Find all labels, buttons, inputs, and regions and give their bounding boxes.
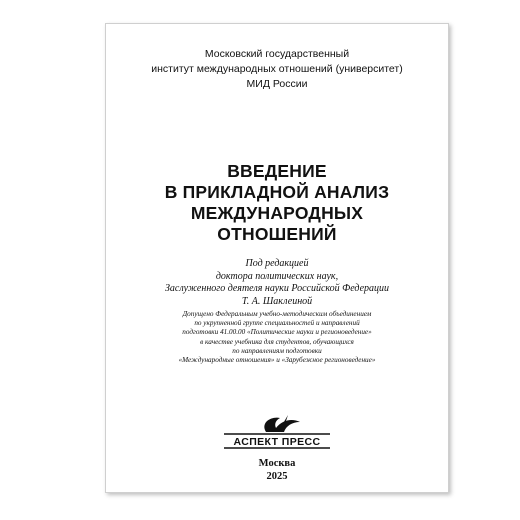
imprint-block — [106, 457, 448, 483]
publisher-logo — [106, 412, 448, 452]
approval-line: подготовки 41.00.00 «Политические науки и регионоведение» — [182, 328, 372, 337]
institution-block — [106, 47, 448, 92]
approval-line: в качестве учебника для студентов, обучающихся — [200, 337, 354, 346]
editor-block — [106, 258, 448, 308]
title-line: ОТНОШЕНИЙ — [217, 224, 337, 244]
approval-line: Допущено Федеральным учебно-методическим объединением — [182, 310, 372, 318]
approval-notice — [106, 310, 448, 365]
editor-line: Под редакцией — [245, 258, 309, 269]
publisher-name: АСПЕКТ ПРЕСС — [233, 436, 321, 448]
title-page — [105, 23, 449, 493]
institution-line: Московский государственный — [204, 48, 350, 60]
editor-line: Заслуженного деятеля науки Российской Федерации — [164, 283, 390, 294]
book-title — [106, 161, 448, 245]
title-line: В ПРИКЛАДНОЙ АНАЛИЗ — [164, 182, 390, 202]
title-line: ВВЕДЕНИЕ — [227, 161, 327, 181]
approval-line: по направлениям подготовки — [232, 346, 322, 355]
institution-line: институт международных отношений (университет) — [151, 63, 403, 75]
editor-line: Т. А. Шаклеиной — [241, 295, 313, 307]
aspect-press-bird-logo-icon — [222, 412, 332, 452]
editor-line: доктора политических наук, — [215, 270, 339, 282]
imprint-year: 2025 — [266, 471, 288, 482]
approval-line: «Международные отношения» и «Зарубежное регионоведение» — [178, 356, 376, 365]
institution-line: МИД России — [246, 78, 308, 90]
title-line: МЕЖДУНАРОДНЫХ — [190, 203, 364, 223]
approval-line: по укрупненной группе специальностей и направлений — [194, 319, 360, 328]
imprint-city: Москва — [258, 458, 296, 469]
